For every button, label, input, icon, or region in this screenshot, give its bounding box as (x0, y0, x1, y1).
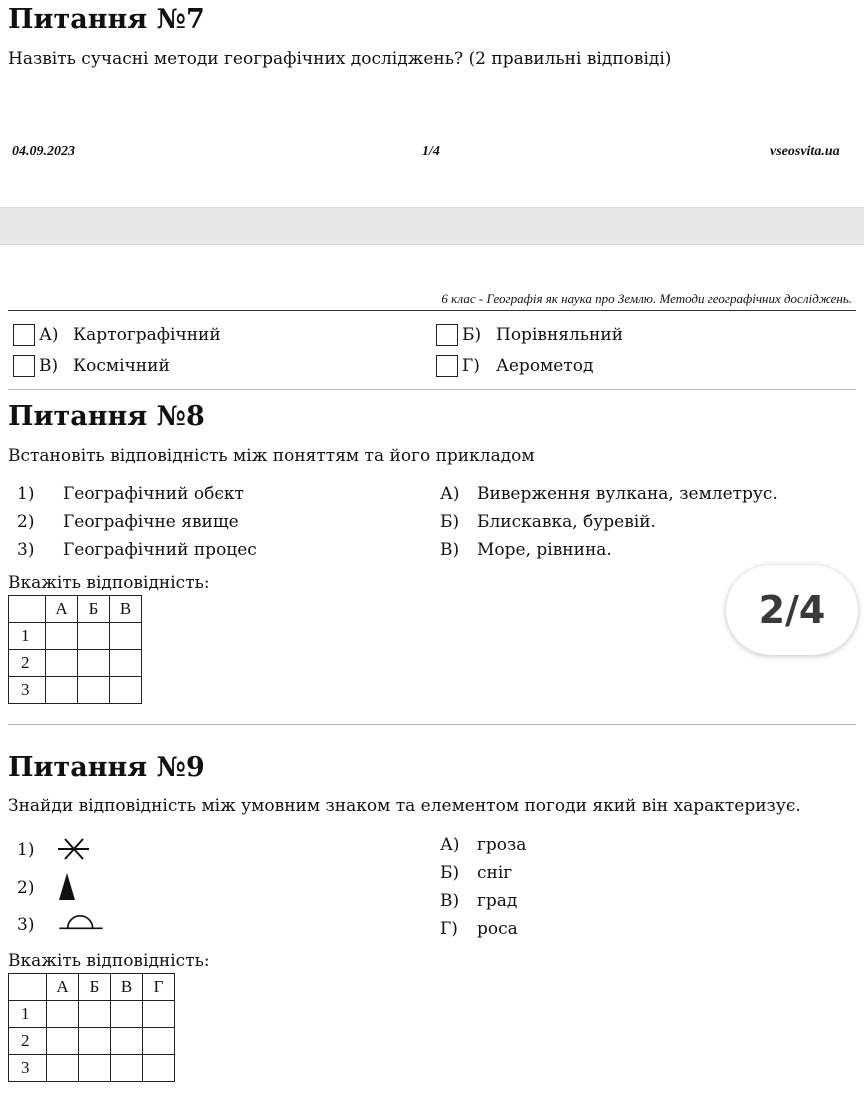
item-letter: В) (440, 891, 460, 911)
item-text: Географічне явище (63, 512, 239, 532)
q7-option-g-checkbox[interactable] (436, 355, 458, 377)
q7-option-a-text: Картографічний (73, 325, 221, 345)
list-item (440, 915, 526, 943)
item-text: Виверження вулкана, землетрус. (477, 484, 778, 504)
q8-title: Питання №8 (8, 401, 205, 432)
q7-option-v-text: Космічний (73, 356, 170, 376)
q7-option-b-checkbox[interactable] (436, 324, 458, 346)
item-letter: В) (440, 540, 460, 560)
q7-prompt: Назвіть сучасні методи географічних досліджень? (2 правильні відповіді) (8, 49, 672, 69)
grid-cell[interactable] (78, 677, 110, 704)
q9-item-number: 3) (17, 915, 35, 935)
q8-answer-label: Вкажіть відповідність: (8, 573, 210, 593)
header-rule (8, 310, 856, 311)
q8-right-list (440, 480, 778, 564)
q7-option-a[interactable] (13, 324, 221, 346)
list-item (440, 831, 526, 859)
grid-cell[interactable] (110, 677, 142, 704)
page-break (0, 207, 864, 245)
grid-cell[interactable] (79, 1055, 111, 1082)
item-number: 3) (17, 540, 35, 560)
grid-col-header: Б (78, 596, 110, 623)
grid-cell[interactable] (143, 1001, 175, 1028)
item-letter: А) (440, 835, 460, 855)
q9-answer-grid (8, 973, 175, 1082)
grid-cell[interactable] (47, 1028, 79, 1055)
dew-symbol-icon (56, 905, 106, 935)
q7-option-b-text: Порівняльний (496, 325, 624, 345)
item-text: сніг (477, 863, 513, 883)
footer-site: vseosvita.ua (770, 144, 840, 159)
grid-row-header: 3 (9, 677, 46, 704)
item-text: град (477, 891, 518, 911)
grid-cell[interactable] (111, 1001, 143, 1028)
q7-option-v[interactable] (13, 355, 170, 377)
list-item (17, 508, 257, 536)
list-item (17, 480, 257, 508)
q7-option-a-checkbox[interactable] (13, 324, 35, 346)
q7-option-g[interactable] (436, 355, 593, 377)
grid-corner (9, 596, 46, 623)
grid-cell[interactable] (78, 623, 110, 650)
q7-option-g-letter: Г) (462, 356, 480, 376)
grid-cell[interactable] (46, 677, 78, 704)
grid-col-header: Б (79, 974, 111, 1001)
q7-option-b[interactable] (436, 324, 623, 346)
q9-right-list (440, 831, 526, 943)
q9-item-number: 1) (17, 840, 35, 860)
item-text: Блискавка, буревій. (477, 512, 656, 532)
snow-symbol-icon (56, 834, 106, 864)
course-header: 6 клас - Географія як наука про Землю. Методи географічних досліджень. (441, 291, 852, 306)
grid-cell[interactable] (79, 1028, 111, 1055)
grid-row-header: 3 (9, 1055, 47, 1082)
list-item (440, 508, 778, 536)
q7-option-a-letter: А) (39, 325, 59, 345)
grid-cell[interactable] (46, 650, 78, 677)
grid-row-header: 2 (9, 650, 46, 677)
grid-row-header: 1 (9, 1001, 47, 1028)
list-item (440, 536, 778, 564)
q7-title: Питання №7 (8, 4, 205, 35)
item-text: роса (477, 919, 518, 939)
grid-cell[interactable] (143, 1055, 175, 1082)
q8-prompt: Встановіть відповідність між поняттям та його прикладом (8, 446, 535, 466)
item-letter: Б) (440, 512, 460, 532)
q7-option-b-letter: Б) (462, 325, 482, 345)
grid-cell[interactable] (111, 1055, 143, 1082)
q9-title: Питання №9 (8, 752, 205, 783)
divider (8, 389, 856, 390)
list-item (440, 480, 778, 508)
grid-cell[interactable] (79, 1001, 111, 1028)
page-indicator-badge: 2/4 (726, 565, 858, 655)
q9-prompt: Знайди відповідність між умовним знаком та елементом погоди який він характеризує. (8, 796, 801, 816)
hail-symbol-icon (56, 871, 106, 901)
grid-cell[interactable] (110, 623, 142, 650)
item-letter: А) (440, 484, 460, 504)
item-text: Море, рівнина. (477, 540, 612, 560)
item-letter: Б) (440, 863, 460, 883)
grid-col-header: Г (143, 974, 175, 1001)
q8-left-list (17, 480, 257, 564)
q7-option-v-checkbox[interactable] (13, 355, 35, 377)
list-item (440, 887, 526, 915)
footer-date: 04.09.2023 (12, 144, 75, 159)
item-letter: Г) (440, 919, 458, 939)
grid-cell[interactable] (46, 623, 78, 650)
grid-col-header: В (111, 974, 143, 1001)
grid-row-header: 1 (9, 623, 46, 650)
q7-option-v-letter: В) (39, 356, 59, 376)
divider (8, 724, 856, 725)
grid-col-header: В (110, 596, 142, 623)
grid-cell[interactable] (111, 1028, 143, 1055)
item-text: Географічний обєкт (63, 484, 244, 504)
item-number: 2) (17, 512, 35, 532)
item-text: Географічний процес (63, 540, 257, 560)
item-text: гроза (477, 835, 527, 855)
grid-cell[interactable] (47, 1055, 79, 1082)
grid-cell[interactable] (47, 1001, 79, 1028)
grid-cell[interactable] (110, 650, 142, 677)
list-item (440, 859, 526, 887)
grid-cell[interactable] (78, 650, 110, 677)
grid-row-header: 2 (9, 1028, 47, 1055)
q9-item-number: 2) (17, 878, 35, 898)
grid-col-header: А (46, 596, 78, 623)
grid-corner (9, 974, 47, 1001)
q7-option-g-text: Аерометод (496, 356, 594, 376)
list-item (17, 536, 257, 564)
footer-page: 1/4 (422, 144, 440, 159)
q8-answer-grid (8, 595, 142, 704)
item-number: 1) (17, 484, 35, 504)
grid-col-header: А (47, 974, 79, 1001)
q9-answer-label: Вкажіть відповідність: (8, 951, 210, 971)
grid-cell[interactable] (143, 1028, 175, 1055)
